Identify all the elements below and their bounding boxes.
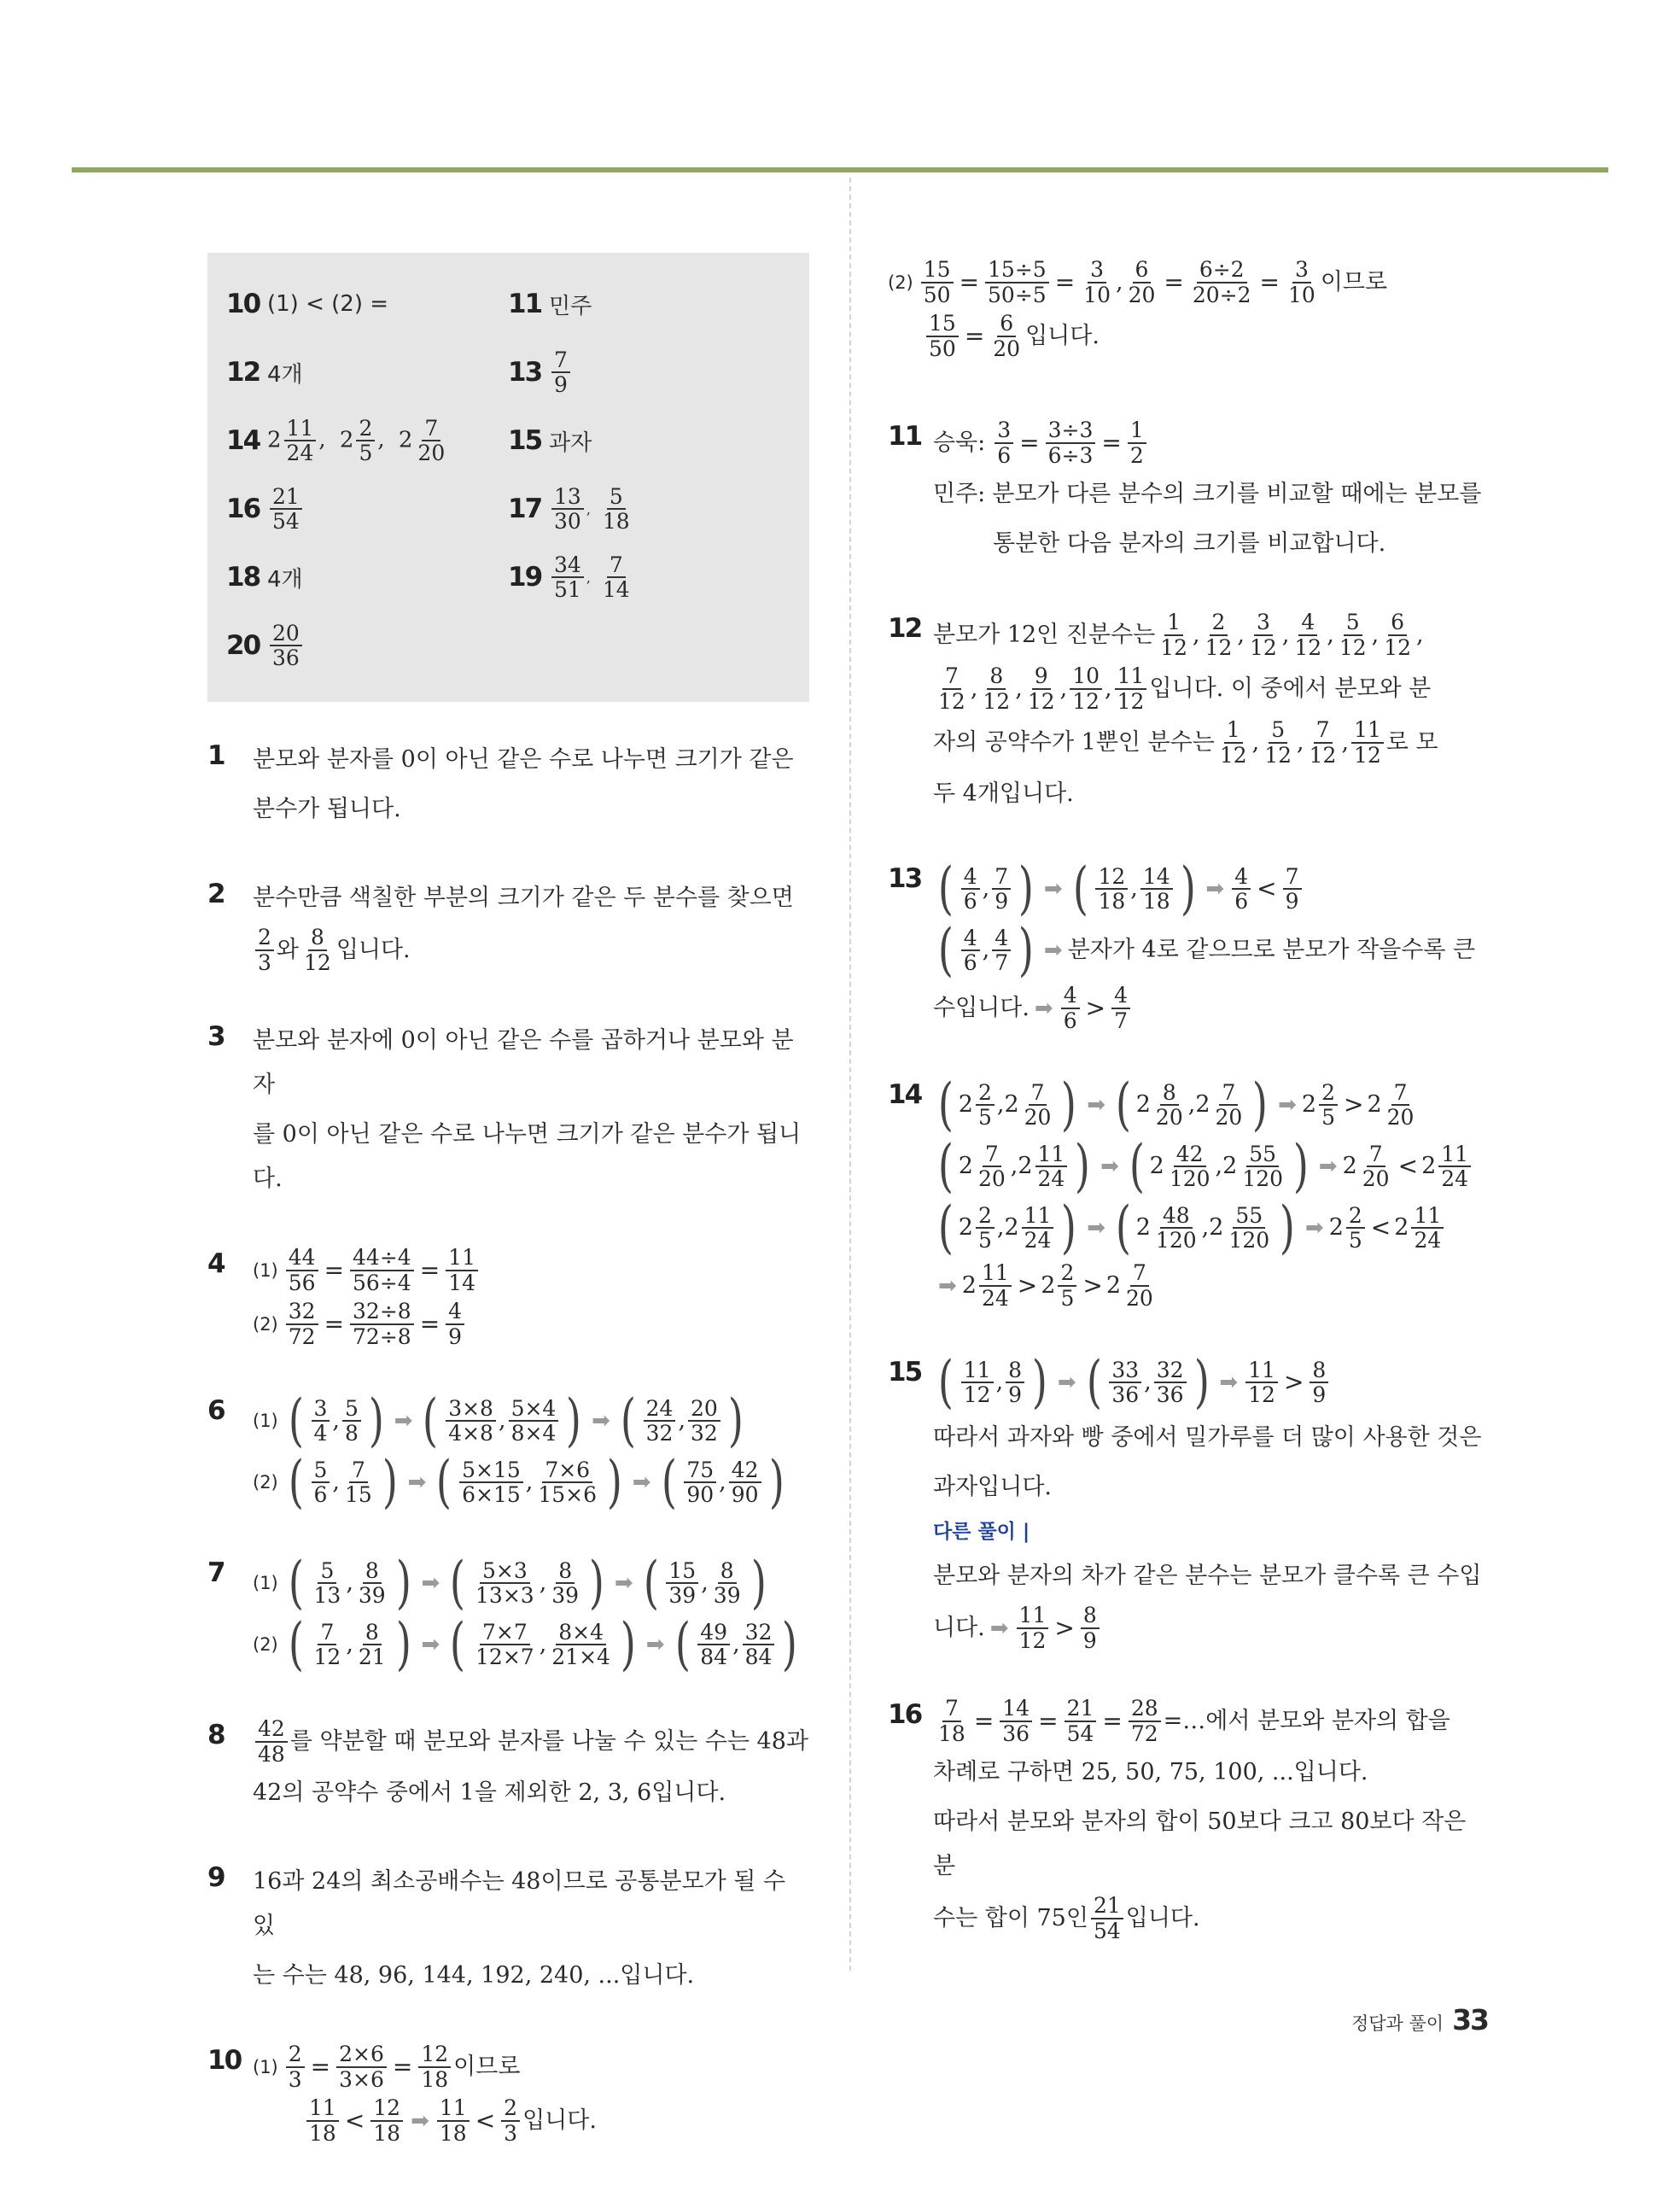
summary-val: 4개 bbox=[267, 361, 303, 388]
summary-num: 13 bbox=[508, 357, 542, 388]
problem-number: 12 bbox=[888, 613, 922, 644]
summary-num: 12 bbox=[226, 357, 260, 388]
arrow-icon: ➡ bbox=[1034, 995, 1053, 1021]
arrow-icon: ➡ bbox=[1087, 1215, 1105, 1241]
problem-number: 15 bbox=[888, 1357, 922, 1388]
alternative-solution-label: 다른 풀이 | bbox=[933, 1521, 1030, 1543]
solution-9 bbox=[207, 1855, 809, 2003]
arrow-icon: ➡ bbox=[592, 1408, 610, 1434]
arrow-icon: ➡ bbox=[1318, 1154, 1338, 1179]
fraction: $\frac{34}{51}$ bbox=[551, 553, 584, 602]
solution-text: 42의 공약수 중에서 1을 제외한 2, 3, 6입니다. bbox=[253, 1779, 726, 1806]
solution-text: 과자입니다. bbox=[933, 1474, 1052, 1500]
summary-val: 4개 bbox=[267, 566, 303, 593]
summary-val: (1) < (2) = bbox=[267, 291, 389, 317]
arrow-icon: ➡ bbox=[1057, 1370, 1076, 1395]
left-column bbox=[207, 253, 809, 2184]
solution-math: (2) $\frac{15}{50}$ = $\frac{15\div 5}{50\div 5}$ = $\frac{3}{10}$ , $\frac{6}{20}$ = $\frac{6\div 2}{20\div 2}$ = $\frac{3}{10}$ 이므로 bbox=[888, 257, 1388, 307]
problem-number: 3 bbox=[207, 1021, 225, 1052]
summary-val: 과자 bbox=[549, 429, 592, 456]
solution-text: 분모와 분자에 0이 아닌 같은 수를 곱하거나 분모와 분자 bbox=[253, 1027, 794, 1098]
arrow-icon: ➡ bbox=[1043, 938, 1063, 963]
header-rule bbox=[72, 167, 1608, 172]
solution-1 bbox=[207, 733, 809, 837]
solution-math: (1) $\frac{2}{3}$ = $\frac{2\times 6}{3\times 6}$ = $\frac{12}{18}$ 이므로 bbox=[253, 2042, 521, 2092]
summary-num: 14 bbox=[226, 425, 260, 456]
problem-number: 16 bbox=[888, 1699, 922, 1730]
arrow-icon: ➡ bbox=[645, 1632, 665, 1657]
solution-11 bbox=[888, 413, 1494, 571]
solution-text: 분수만큼 색칠한 부분의 크기가 같은 두 분수를 찾으면 bbox=[253, 885, 794, 911]
solution-math: ( $\frac{11}{12}$ , $\frac{8}{9}$ ) ➡ ( $\frac{33}{36}$ , $\frac{32}{36}$ ) ➡ $\frac{11}{12}$ > $\frac{8}{9}$ bbox=[933, 1354, 1494, 1411]
solution-math: (1) ( $\frac{5}{13}$ , $\frac{8}{39}$ ) ➡ ( $\frac{5\times 3}{13\times 3}$ , $\frac{8}{39}$ ) ➡ ( $\frac{15}{39}$ , $\frac{8}{39}$ ) bbox=[253, 1550, 767, 1615]
problem-number: 4 bbox=[207, 1248, 225, 1279]
solution-10-part2 bbox=[888, 253, 1494, 365]
fraction: $\frac{13}{30}$ bbox=[551, 485, 584, 534]
summary-num: 16 bbox=[226, 494, 260, 524]
solution-math: 자의 공약수가 1뿐인 분수는 $\frac{1}{12}$ , $\frac{5}{12}$ , $\frac{7}{12}$ , $\frac{11}{12}$ 로 모 bbox=[933, 717, 1438, 768]
solution-math: $\frac{7}{12}$ , $\frac{8}{12}$ , $\frac{9}{12}$ , $\frac{10}{12}$ , $\frac{11}{12}$ 입니다. 이 중에서 분모와 분 bbox=[938, 663, 1432, 714]
footer-label: 정답과 풀이 bbox=[1350, 2013, 1444, 2034]
solution-10 bbox=[207, 2037, 809, 2150]
arrow-icon: ➡ bbox=[421, 1570, 440, 1596]
arrow-icon: ➡ bbox=[1278, 1092, 1297, 1118]
solution-text: 두 4개입니다. bbox=[933, 780, 1074, 807]
solution-8 bbox=[207, 1712, 809, 1820]
arrow-icon: ➡ bbox=[1087, 1092, 1105, 1118]
arrow-icon: ➡ bbox=[632, 1469, 651, 1495]
solution-16 bbox=[888, 1691, 1494, 1948]
solution-math: $\frac{2}{3}$ 와 $\frac{8}{12}$ 입니다. bbox=[253, 926, 809, 974]
arrow-icon: ➡ bbox=[989, 1615, 1009, 1641]
solution-14 bbox=[888, 1072, 1494, 1315]
problem-number: 14 bbox=[888, 1079, 922, 1110]
solution-math: $\frac{15}{50}$ = $\frac{6}{20}$ 입니다. bbox=[888, 312, 1494, 360]
solution-math: ( 2 $\frac{7}{20}$ , 2 $\frac{11}{24}$ ) ➡ ( 2 $\frac{42}{120}$ , 2 $\frac{55}{120}$ ) ➡ 2 $\frac{7}{20}$ < 2 $\frac{11}{24}$ bbox=[933, 1138, 1494, 1195]
fraction: $\frac{21}{54}$ bbox=[270, 485, 302, 534]
solution-math: ( $\frac{4}{6}$ , $\frac{4}{7}$ ) ➡ 분자가 4로 같으므로 분모가 작을수록 큰 bbox=[937, 917, 1476, 983]
summary-num: 20 bbox=[226, 630, 260, 661]
solution-text: 를 0이 아닌 같은 수로 나누면 크기가 같은 분수가 됩니다. bbox=[253, 1121, 802, 1192]
solution-math: ( $\frac{4}{6}$ , $\frac{7}{9}$ ) ➡ ( $\frac{12}{18}$ , $\frac{14}{18}$ ) ➡ $\frac{4}{6}$ < $\frac{7}{9}$ bbox=[933, 861, 1494, 917]
solution-math: 니다. ➡ $\frac{11}{12}$ > $\frac{8}{9}$ bbox=[933, 1604, 1494, 1652]
solution-text: 분모와 분자를 0이 아닌 같은 수로 나누면 크기가 같은 bbox=[253, 746, 794, 773]
summary-num: 18 bbox=[226, 562, 260, 593]
solution-text: 는 수는 48, 96, 144, 192, 240, ...입니다. bbox=[253, 1962, 695, 1989]
solution-math: 승욱: $\frac{3}{6}$ = $\frac{3\div 3}{6\div 3}$ = $\frac{1}{2}$ bbox=[933, 418, 1494, 467]
solution-math: $\frac{11}{18}$ < $\frac{12}{18}$ ➡ $\frac{11}{18}$ < $\frac{2}{3}$ 입니다. bbox=[253, 2096, 809, 2145]
solution-12 bbox=[888, 605, 1494, 821]
solution-math: ( 2 $\frac{2}{5}$ , 2 $\frac{7}{20}$ ) ➡ ( 2 $\frac{8}{20}$ , 2 $\frac{7}{20}$ ) ➡ 2 $\frac{2}{5}$ > 2 $\frac{7}{20}$ bbox=[937, 1072, 1415, 1137]
solution-math: ( 2 $\frac{2}{5}$ , 2 $\frac{11}{24}$ ) ➡ ( 2 $\frac{48}{120}$ , 2 $\frac{55}{120}$ ) ➡ 2 $\frac{2}{5}$ < 2 $\frac{11}{24}$ bbox=[933, 1200, 1494, 1256]
arrow-icon: ➡ bbox=[1205, 876, 1225, 902]
solution-math: $\frac{7}{18}$ = $\frac{14}{36}$ = $\frac{21}{54}$ = $\frac{28}{72}$ =…에서 분모와 분자의 합을 bbox=[938, 1696, 1450, 1746]
arrow-icon: ➡ bbox=[394, 1408, 413, 1434]
arrow-icon: ➡ bbox=[421, 1632, 440, 1657]
solution-3 bbox=[207, 1014, 809, 1207]
problem-number: 6 bbox=[207, 1395, 225, 1426]
solution-2 bbox=[207, 871, 809, 979]
solution-math: (2) ( $\frac{7}{12}$ , $\frac{8}{21}$ ) ➡ ( $\frac{7\times 7}{12\times 7}$ , $\frac{8\times 4}{21\times 4}$ ) ➡ ( $\frac{49}{84}$ , $\frac{32}{84}$ ) bbox=[253, 1611, 798, 1677]
problem-number: 9 bbox=[207, 1862, 225, 1893]
arrow-icon: ➡ bbox=[1100, 1154, 1119, 1179]
solution-text: 분모와 분자의 차가 같은 분수는 분모가 클수록 큰 수입 bbox=[933, 1563, 1482, 1589]
solution-math: $\frac{42}{48}$ 를 약분할 때 분모와 분자를 나눌 수 있는 수는 48과 bbox=[253, 1717, 809, 1766]
solution-math: (2) $\frac{32}{72}$ = $\frac{32\div 8}{72\div 8}$ = $\frac{4}{9}$ bbox=[253, 1300, 809, 1348]
solution-math: 수는 합이 75인 $\frac{21}{54}$ 입니다. bbox=[933, 1893, 1200, 1943]
problem-number: 11 bbox=[888, 421, 922, 452]
solution-15 bbox=[888, 1349, 1494, 1657]
problem-number: 8 bbox=[207, 1720, 225, 1750]
solution-text: 통분한 다음 분자의 크기를 비교합니다. bbox=[993, 530, 1386, 557]
arrow-icon: ➡ bbox=[1043, 876, 1063, 902]
problem-number: 10 bbox=[207, 2045, 242, 2076]
summary-num: 15 bbox=[508, 425, 542, 456]
summary-num: 17 bbox=[508, 494, 542, 524]
problem-number: 2 bbox=[207, 879, 225, 909]
answer-summary-box: 10 (1) < (2) = 11 민주 12 4개 13 $\frac{7}{9}$ 14 2 $\frac{11}{24}$ , 2 $\frac{2}{5}$ , 2 $\frac{7}{20}$ 15 과자 16 $\frac{21}{54}$ 17 $\frac{13}{30}$ , $\frac{5}{18}$ 18 4개 19 $\frac{34}{51}$ , $\frac{7}{14}$ 20 $\frac{20}{36}$ bbox=[207, 253, 809, 702]
arrow-icon: ➡ bbox=[1219, 1370, 1239, 1395]
arrow-icon: ➡ bbox=[938, 1272, 957, 1299]
arrow-icon: ➡ bbox=[411, 2107, 429, 2134]
page-footer bbox=[1351, 2003, 1488, 2036]
fraction: $\frac{5}{18}$ bbox=[602, 483, 630, 534]
solution-text: 따라서 과자와 빵 중에서 밀가루를 더 많이 사용한 것은 bbox=[933, 1424, 1482, 1451]
solution-4 bbox=[207, 1241, 809, 1353]
column-divider bbox=[849, 178, 851, 1971]
solution-math: ➡ 2 $\frac{11}{24}$ > 2 $\frac{2}{5}$ > 2 $\frac{7}{20}$ bbox=[938, 1260, 1153, 1311]
solution-math: (1) ( $\frac{3}{4}$ , $\frac{5}{8}$ ) ➡ ( $\frac{3\times 8}{4\times 8}$ , $\frac{5\times 4}{8\times 4}$ ) ➡ ( $\frac{24}{32}$ , $\frac{20}{32}$ ) bbox=[253, 1388, 744, 1453]
solution-13 bbox=[888, 856, 1494, 1037]
page-number: 33 bbox=[1452, 2003, 1488, 2036]
right-column bbox=[888, 253, 1494, 1982]
problem-number: 7 bbox=[207, 1557, 225, 1588]
summary-num: 11 bbox=[508, 289, 542, 319]
solution-math: (2) ( $\frac{5}{6}$ , $\frac{7}{15}$ ) ➡ ( $\frac{5\times 15}{6\times 15}$ , $\frac{7\times 6}{15\times 6}$ ) ➡ ( $\frac{75}{90}$ , $\frac{42}{90}$ ) bbox=[253, 1449, 785, 1515]
solution-7 bbox=[207, 1550, 809, 1678]
solution-math: 수입니다. ➡ $\frac{4}{6}$ > $\frac{4}{7}$ bbox=[933, 984, 1494, 1032]
solution-text: 16과 24의 최소공배수는 48이므로 공통분모가 될 수 있 bbox=[253, 1868, 786, 1939]
solution-text: 분수가 됩니다. bbox=[253, 796, 401, 822]
solution-text: 따라서 분모와 분자의 합이 50보다 크고 80보다 작은 분 bbox=[933, 1808, 1467, 1879]
solution-6 bbox=[207, 1388, 809, 1516]
problem-number: 1 bbox=[207, 740, 225, 771]
arrow-icon: ➡ bbox=[407, 1469, 427, 1495]
summary-val: 민주 bbox=[549, 293, 592, 319]
summary-num: 10 bbox=[226, 289, 260, 319]
solution-math: 분모가 12인 진분수는 $\frac{1}{12}$ , $\frac{2}{12}$ , $\frac{3}{12}$ , $\frac{4}{12}$ , $\frac{5}{12}$ , $\frac{6}{12}$ , bbox=[933, 610, 1424, 660]
solution-math: (1) $\frac{44}{56}$ = $\frac{44\div 4}{56\div 4}$ = $\frac{11}{14}$ bbox=[253, 1246, 809, 1294]
summary-num: 19 bbox=[508, 562, 542, 593]
fraction: $\frac{20}{36}$ bbox=[270, 622, 302, 670]
fraction: $\frac{7}{9}$ bbox=[551, 348, 570, 397]
fraction: $\frac{7}{14}$ bbox=[602, 552, 630, 602]
problem-number: 13 bbox=[888, 863, 922, 894]
solution-text: 차례로 구하면 25, 50, 75, 100, ...입니다. bbox=[933, 1759, 1368, 1785]
arrow-icon: ➡ bbox=[614, 1570, 633, 1596]
mixed-fraction-list: 2 $\frac{11}{24}$ , 2 $\frac{2}{5}$ , 2 $\frac{7}{20}$ bbox=[267, 415, 446, 465]
solution-text: 민주: 분모가 다른 분수의 크기를 비교할 때에는 분모를 bbox=[933, 481, 1482, 507]
arrow-icon: ➡ bbox=[1304, 1215, 1324, 1241]
